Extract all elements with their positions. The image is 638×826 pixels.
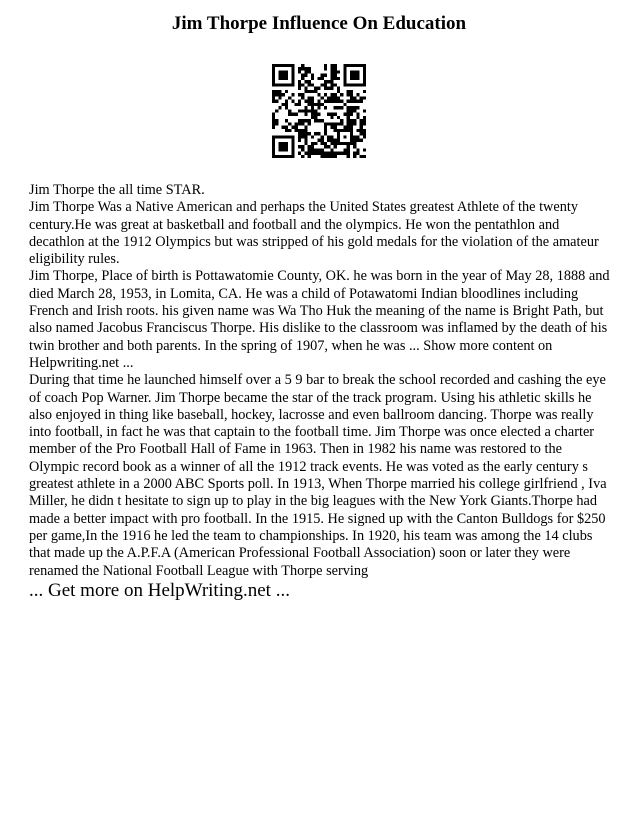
paragraph: Jim Thorpe Was a Native American and perhaps the United States greatest Athlete of the twenty century.He was great at basketball and football and the olympics. He won the pentathlon and decathlon at the 1912 Olympics but was stripped of his gold medals for the violation of the amateur eligibility rules. [29, 199, 599, 268]
article-body [29, 182, 613, 580]
paragraph: Jim Thorpe, Place of birth is Pottawatomie County, OK. he was born in the year of May 28, 1888 and died March 28, 1953, in Lomita, CA. He was a child of Potawatomi Indian bloodlines including French and Irish roots. his given name was Wa Tho Huk the meaning of the name is Bright Path, but also named Jacobus Franciscus Thorpe. His dislike to the classroom was inflamed by the death of his twin brother and both parents. In the spring of 1907, when he was ... Show more content on Helpwriting.net ... [29, 268, 610, 371]
page-title: Jim Thorpe Influence On Education [171, 13, 467, 34]
paragraph: During that time he launched himself over a 5 9 bar to break the school recorded and cashing the eye of coach Pop Warner. Jim Thorpe became the star of the track program. Using his athletic skills he also enjoyed in thing like baseball, hockey, lacrosse and even ballroom dancing. Thorpe was really into football, in fact he was that captain to the football time. Jim Thorpe was once elected a charter member of the Pro Football Hall of Fame in 1963. Then in 1982 his name was restored to the Olympic record book as a winner of all the 1912 track events. He was voted as the early century s greatest athlete in a 2000 ABC Sports poll. In 1913, When Thorpe married his college girlfriend , Iva Miller, he didn t hesitate to sign up to play in the big leagues with the New York Giants.Thorpe had made a better impact with pro football. In the 1915. He signed up with the Canton Bulldogs for $250 per game,In the 1916 he led the team to championships. In 1920, his team was among the 14 clubs that made up the A.P.F.A (American Professional Football Association) soon or later they were renamed the National Football League with Thorpe serving [29, 372, 607, 579]
get-more-link[interactable]: ... Get more on HelpWriting.net ... [29, 580, 290, 601]
paragraph: Jim Thorpe the all time STAR. [29, 182, 205, 198]
qr-code-icon[interactable] [272, 64, 366, 158]
